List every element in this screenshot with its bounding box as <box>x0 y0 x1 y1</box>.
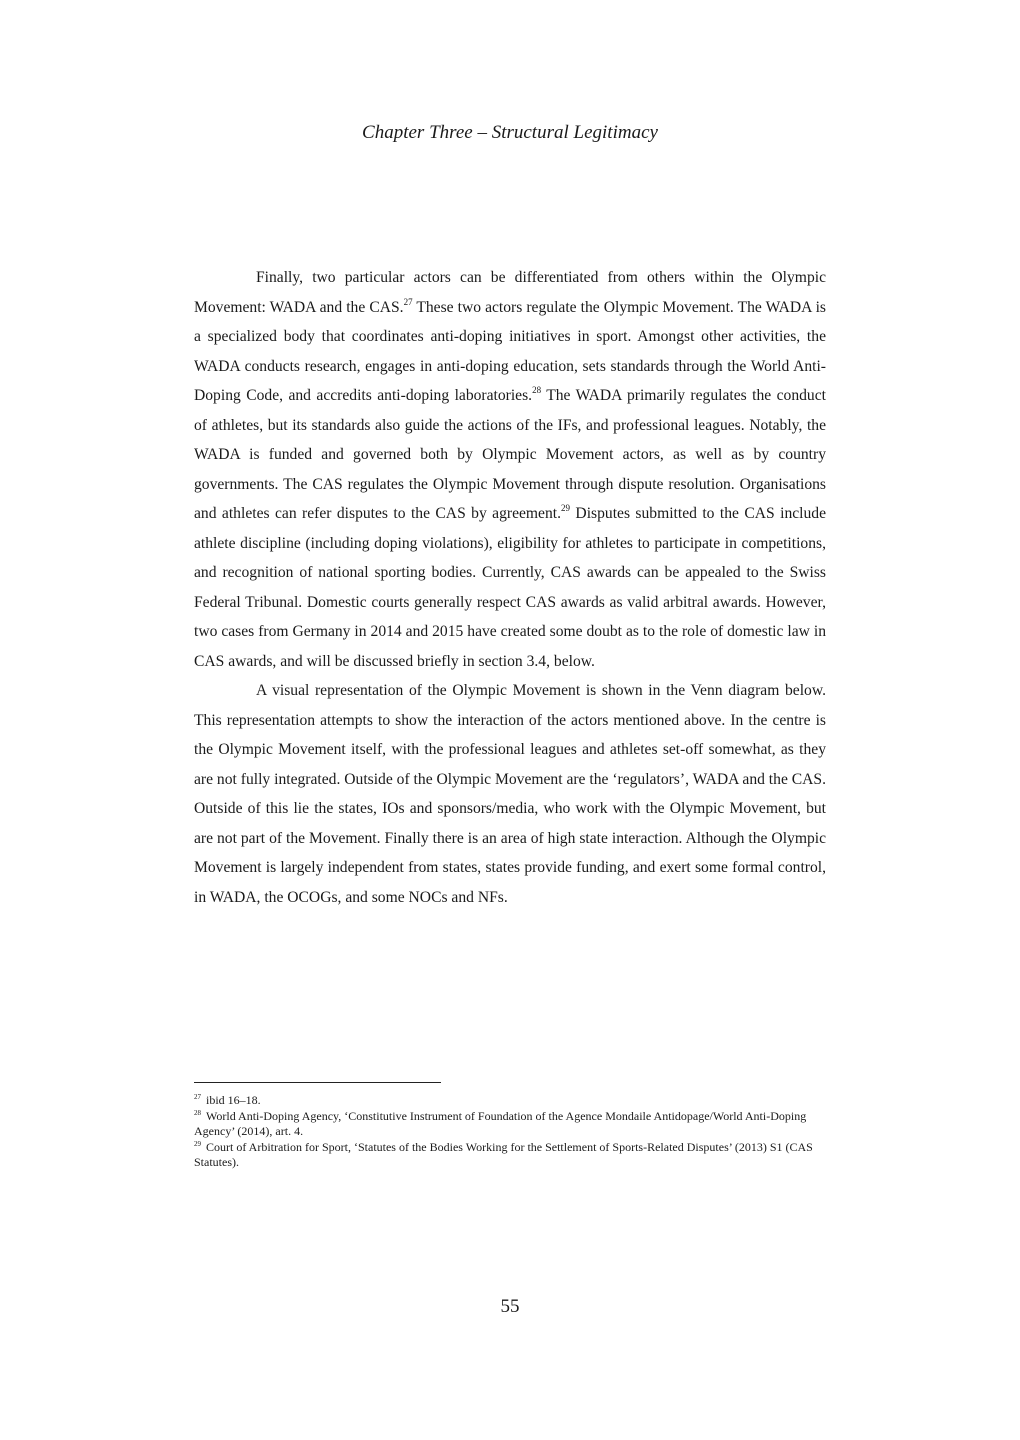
paragraph-1-part-1: Finally, two particular actors can be differentiated from others within the Olympic Movement: WADA and the CAS. <box>194 269 826 316</box>
footnote-27 <box>194 1093 826 1109</box>
footnote-text: Court of Arbitration for Sport, ‘Statutes of the Bodies Working for the Settlement of Sports-Related Disputes’ (2013) S1 (CAS Statutes). <box>194 1139 813 1169</box>
body-text <box>194 263 826 912</box>
paragraph-1-part-2: These two actors regulate the Olympic Movement. The WADA is a specialized body that coordinates anti-doping initiatives in sport. Amongst other activities, the WADA conducts research, engages in anti-doping education, sets standards through the World Anti-Doping Code, and accredits anti-doping laboratories. <box>194 298 826 404</box>
paragraph-1-part-4: Disputes submitted to the CAS include athlete discipline (including doping violations), eligibility for athletes to participate in competitions, and recognition of national sporting bodies. Currently, CAS awards can be appealed to the Swiss Federal Tribunal. Domestic courts generally respect CAS awards as valid arbitral awards. However, two cases from Germany in 2014 and 2015 have created some doubt as to the role of domestic law in CAS awards, and will be discussed briefly in section 3.4, below. <box>194 505 827 670</box>
running-header: Chapter Three – Structural Legitimacy <box>362 122 658 143</box>
footnote-number: 28 <box>194 1108 201 1117</box>
footnote-text: World Anti-Doping Agency, ‘Constitutive Instrument of Foundation of the Agence Mondaile Antidopage/World Anti-Doping Agency’ (2014), art. 4. <box>194 1108 807 1138</box>
footnotes <box>194 1093 826 1171</box>
paragraph-1 <box>194 263 826 676</box>
page-number: 55 <box>500 1296 520 1317</box>
footnote-divider <box>194 1082 441 1083</box>
footnote-ref-28[interactable]: 28 <box>532 385 542 395</box>
footnote-number: 27 <box>194 1093 201 1101</box>
paragraph-1-part-3: The WADA primarily regulates the conduct of athletes, but its standards also guide the actions of the IFs, and professional leagues. Notably, the WADA is funded and governed both by Olympic Movement actors, as well as by country governments. The CAS regulates the Olympic Movement through dispute resolution. Organisations and athletes can refer disputes to the CAS by agreement. <box>194 387 826 522</box>
footnote-ref-27[interactable]: 27 <box>403 296 413 307</box>
paragraph-2: A visual representation of the Olympic Movement is shown in the Venn diagram below. This representation attempts to show the interaction of the actors mentioned above. In the centre is the Olympic Movement itself, with the professional leagues and athletes set-off somewhat, as they are not fully integrated. Outside of the Olympic Movement are the ‘regulators’, WADA and the CAS. Outside of this lie the states, IOs and sponsors/media, who work with the Olympic Movement, but are not part of the Movement. Finally there is an area of high state interaction. Although the Olympic Movement is largely independent from states, states provide funding, and exert some formal control, in WADA, the OCOGs, and some NOCs and NFs. <box>194 682 826 906</box>
footnote-29 <box>194 1140 826 1171</box>
footnote-ref-29[interactable]: 29 <box>561 503 571 513</box>
footnote-text: ibid 16–18. <box>206 1093 261 1107</box>
footnote-28 <box>194 1109 826 1140</box>
footnote-number: 29 <box>194 1139 201 1148</box>
